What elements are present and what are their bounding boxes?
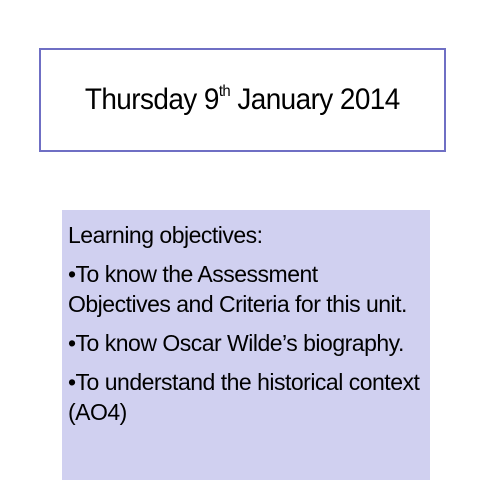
date-title-box xyxy=(39,48,446,152)
date-title-rest: January 2014 xyxy=(230,83,400,116)
date-title-ordinal-suffix: th xyxy=(219,83,231,100)
objective-item-assessment: •To know the Assessment Objectives and Criteria for this unit. xyxy=(68,261,407,317)
objective-item-historical-context: •To understand the historical context (AO4) xyxy=(68,369,420,425)
date-title-main: Thursday 9 xyxy=(85,83,220,116)
learning-objectives-box xyxy=(62,210,430,480)
objective-item-biography: •To know Oscar Wilde’s biography. xyxy=(68,330,404,356)
date-title xyxy=(85,85,400,115)
objectives-heading: Learning objectives: xyxy=(68,222,263,248)
